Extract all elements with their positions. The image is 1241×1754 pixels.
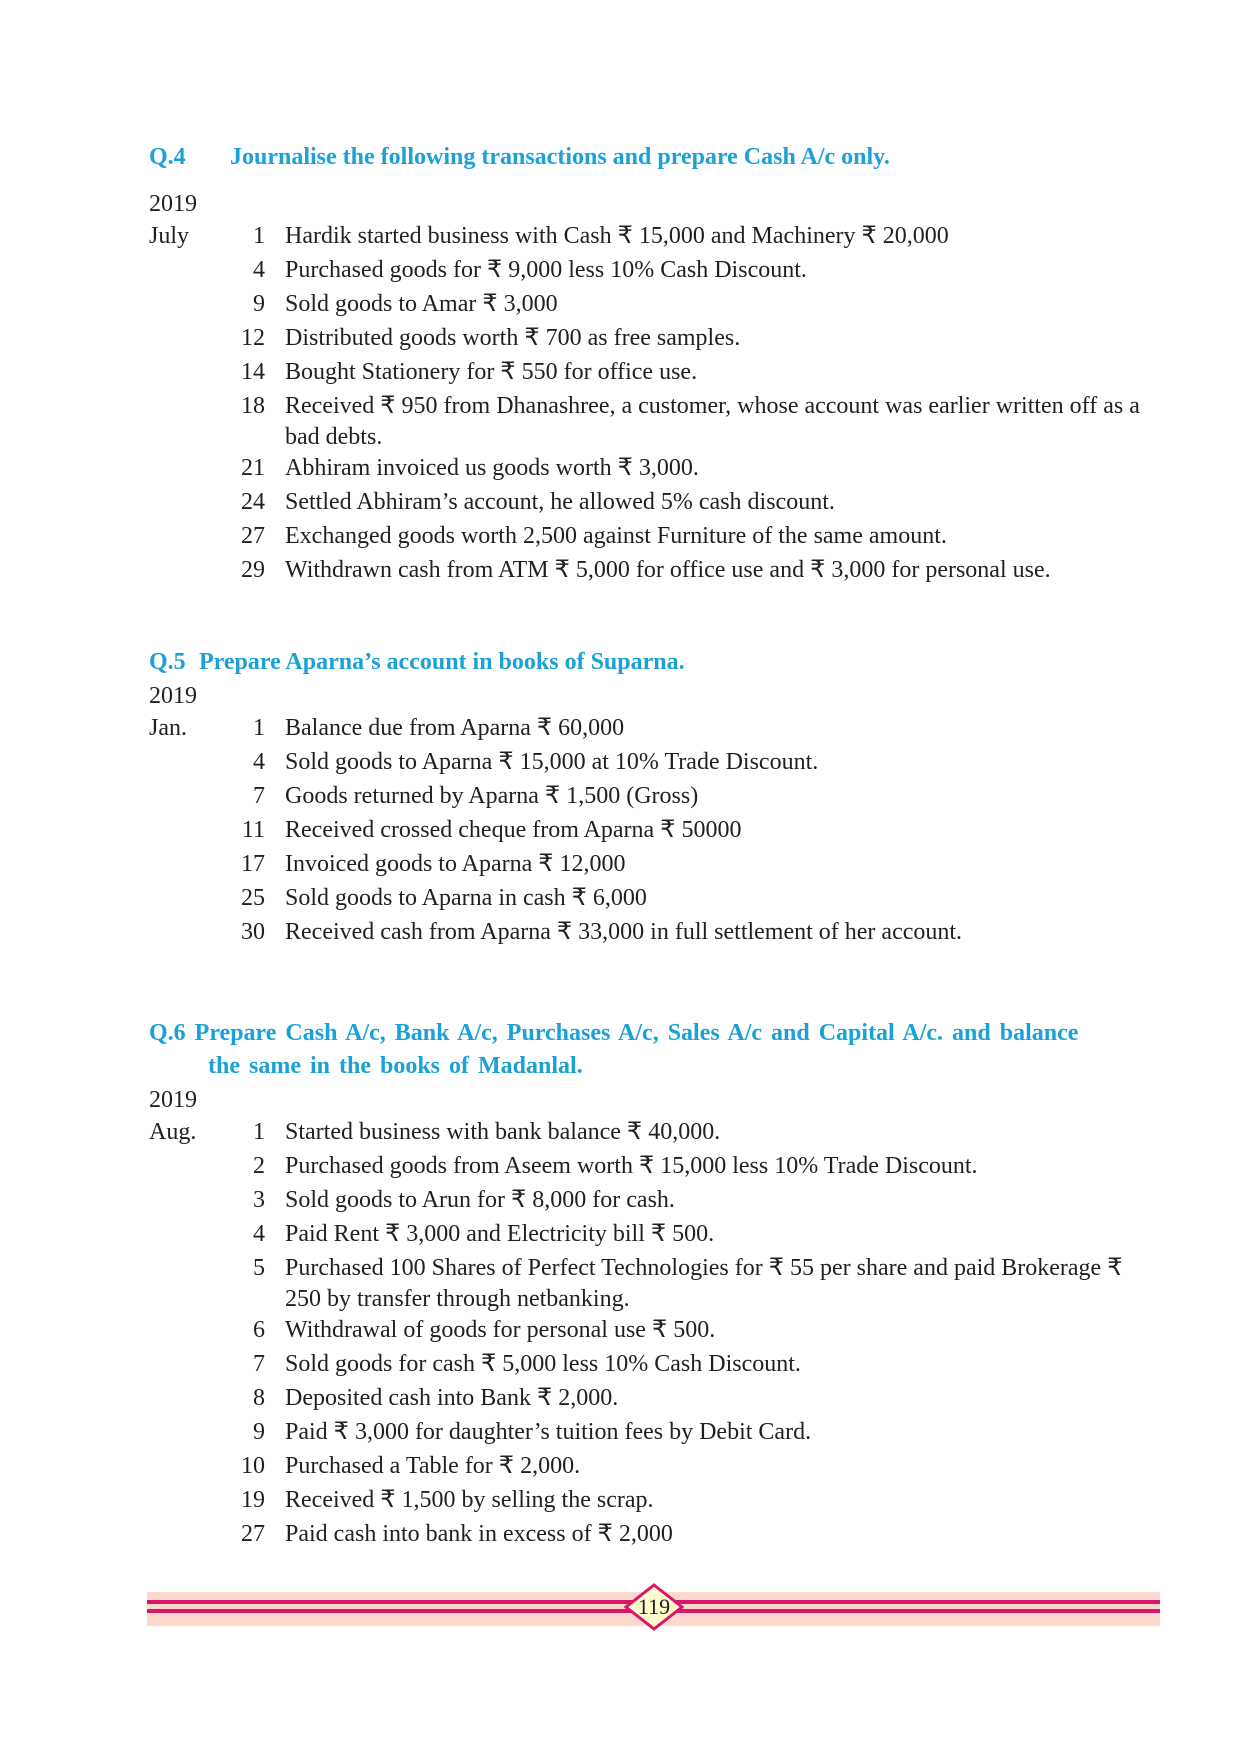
transaction-row [149, 221, 1164, 255]
transaction-list [149, 1117, 1164, 1553]
transaction-day: 4 [253, 749, 265, 775]
transaction-day: 25 [241, 885, 265, 911]
transaction-day: 24 [241, 489, 265, 515]
transaction-text: Balance due from Aparna ₹ 60,000 [285, 715, 625, 741]
transaction-row [149, 1315, 1164, 1349]
question-title-line2: the same in the books of Madanlal. [208, 1053, 583, 1079]
transaction-day: 7 [253, 1351, 265, 1377]
transaction-list [149, 713, 1164, 951]
transaction-text: Received ₹ 950 from Dhanashree, a customer, whose account was earlier written off as a bad debts. [285, 393, 1140, 450]
transaction-row [149, 323, 1164, 357]
transaction-day: 19 [241, 1487, 265, 1513]
page-number: 119 [637, 1594, 671, 1619]
transaction-text: Purchased goods for ₹ 9,000 less 10% Cash Discount. [285, 257, 807, 283]
transaction-day: 10 [241, 1453, 265, 1479]
transaction-day: 14 [241, 359, 265, 385]
question-title: Prepare Cash A/c, Bank A/c, Purchases A/c, Sales A/c and Capital A/c. and balance [194, 1020, 1079, 1046]
transaction-row [149, 713, 1164, 747]
transaction-day: 5 [253, 1255, 265, 1281]
transaction-row [149, 1417, 1164, 1451]
transaction-row [149, 917, 1164, 951]
transaction-row [149, 357, 1164, 391]
question-number: Q.5 [149, 649, 186, 675]
transaction-day: 30 [241, 919, 265, 945]
transaction-text: Purchased goods from Aseem worth ₹ 15,000 less 10% Trade Discount. [285, 1153, 978, 1179]
transaction-day: 1 [253, 1119, 265, 1145]
question-heading [149, 1017, 1164, 1083]
transaction-row [149, 1485, 1164, 1519]
transaction-text: Received crossed cheque from Aparna ₹ 50000 [285, 817, 742, 843]
question-number: Q.6 [149, 1020, 186, 1046]
transaction-day: 9 [253, 291, 265, 317]
transaction-day: 4 [253, 257, 265, 283]
transaction-row [149, 1349, 1164, 1383]
year: 2019 [149, 683, 197, 709]
month: Jan. [149, 715, 187, 741]
question-heading [149, 646, 1164, 679]
transaction-text: Sold goods to Amar ₹ 3,000 [285, 291, 558, 317]
transaction-text: Withdrawal of goods for personal use ₹ 500. [285, 1317, 716, 1343]
transaction-row [149, 883, 1164, 917]
transaction-row [149, 521, 1164, 555]
transaction-row [149, 289, 1164, 323]
transaction-text: Bought Stationery for ₹ 550 for office use. [285, 359, 698, 385]
transaction-text: Sold goods for cash ₹ 5,000 less 10% Cash Discount. [285, 1351, 801, 1377]
transaction-text: Received ₹ 1,500 by selling the scrap. [285, 1487, 654, 1513]
transaction-text: Purchased a Table for ₹ 2,000. [285, 1453, 581, 1479]
transaction-text: Hardik started business with Cash ₹ 15,000 and Machinery ₹ 20,000 [285, 223, 949, 249]
year: 2019 [149, 191, 197, 217]
transaction-day: 4 [253, 1221, 265, 1247]
transaction-row [149, 1117, 1164, 1151]
transaction-text: Settled Abhiram’s account, he allowed 5% cash discount. [285, 489, 835, 515]
transaction-text: Paid cash into bank in excess of ₹ 2,000 [285, 1521, 673, 1547]
transaction-text: Abhiram invoiced us goods worth ₹ 3,000. [285, 455, 699, 481]
transaction-row [149, 391, 1164, 453]
page-number-badge [624, 1583, 684, 1631]
transaction-row [149, 849, 1164, 883]
transaction-row [149, 747, 1164, 781]
transaction-day: 11 [241, 817, 265, 843]
transaction-text: Goods returned by Aparna ₹ 1,500 (Gross) [285, 783, 699, 809]
transaction-day: 18 [241, 393, 265, 419]
transaction-row [149, 487, 1164, 521]
question-4 [149, 141, 1164, 589]
transaction-row [149, 453, 1164, 487]
transaction-row [149, 1253, 1164, 1315]
transaction-text: Paid Rent ₹ 3,000 and Electricity bill ₹ 500. [285, 1221, 715, 1247]
transaction-list [149, 221, 1164, 589]
transaction-text: Distributed goods worth ₹ 700 as free samples. [285, 325, 741, 351]
transaction-row [149, 815, 1164, 849]
transaction-text: Invoiced goods to Aparna ₹ 12,000 [285, 851, 626, 877]
transaction-text: Sold goods to Aparna ₹ 15,000 at 10% Trade Discount. [285, 749, 819, 775]
transaction-day: 12 [241, 325, 265, 351]
transaction-row [149, 1219, 1164, 1253]
question-5 [149, 646, 1164, 951]
question-title: Journalise the following transactions and prepare Cash A/c only. [230, 144, 890, 170]
question-6 [149, 1017, 1164, 1553]
transaction-row [149, 1451, 1164, 1485]
transaction-row [149, 1151, 1164, 1185]
transaction-text: Started business with bank balance ₹ 40,000. [285, 1119, 721, 1145]
transaction-row [149, 1185, 1164, 1219]
transaction-text: Paid ₹ 3,000 for daughter’s tuition fees by Debit Card. [285, 1419, 812, 1445]
question-heading [149, 141, 1164, 174]
transaction-day: 21 [241, 455, 265, 481]
transaction-row [149, 255, 1164, 289]
transaction-day: 29 [241, 557, 265, 583]
transaction-day: 6 [253, 1317, 265, 1343]
transaction-day: 2 [253, 1153, 265, 1179]
transaction-day: 1 [253, 715, 265, 741]
transaction-row [149, 555, 1164, 589]
transaction-day: 7 [253, 783, 265, 809]
transaction-text: Exchanged goods worth 2,500 against Furniture of the same amount. [285, 523, 947, 549]
transaction-day: 17 [241, 851, 265, 877]
transaction-row [149, 1383, 1164, 1417]
transaction-text: Received cash from Aparna ₹ 33,000 in full settlement of her account. [285, 919, 963, 945]
transaction-day: 3 [253, 1187, 265, 1213]
transaction-text: Sold goods to Arun for ₹ 8,000 for cash. [285, 1187, 675, 1213]
transaction-row [149, 1519, 1164, 1553]
month: July [149, 223, 190, 249]
transaction-text: Sold goods to Aparna in cash ₹ 6,000 [285, 885, 647, 911]
transaction-row [149, 781, 1164, 815]
transaction-text: Purchased 100 Shares of Perfect Technologies for ₹ 55 per share and paid Brokerage ₹ 250 by transfer through netbanking. [285, 1255, 1123, 1312]
transaction-day: 8 [253, 1385, 265, 1411]
question-number: Q.4 [149, 144, 186, 170]
transaction-day: 1 [253, 223, 265, 249]
transaction-day: 27 [241, 523, 265, 549]
year: 2019 [149, 1087, 197, 1113]
question-title: Prepare Aparna’s account in books of Suparna. [199, 649, 685, 675]
transaction-day: 9 [253, 1419, 265, 1445]
transaction-text: Deposited cash into Bank ₹ 2,000. [285, 1385, 619, 1411]
transaction-day: 27 [241, 1521, 265, 1547]
month: Aug. [149, 1119, 197, 1145]
transaction-text: Withdrawn cash from ATM ₹ 5,000 for office use and ₹ 3,000 for personal use. [285, 557, 1051, 583]
